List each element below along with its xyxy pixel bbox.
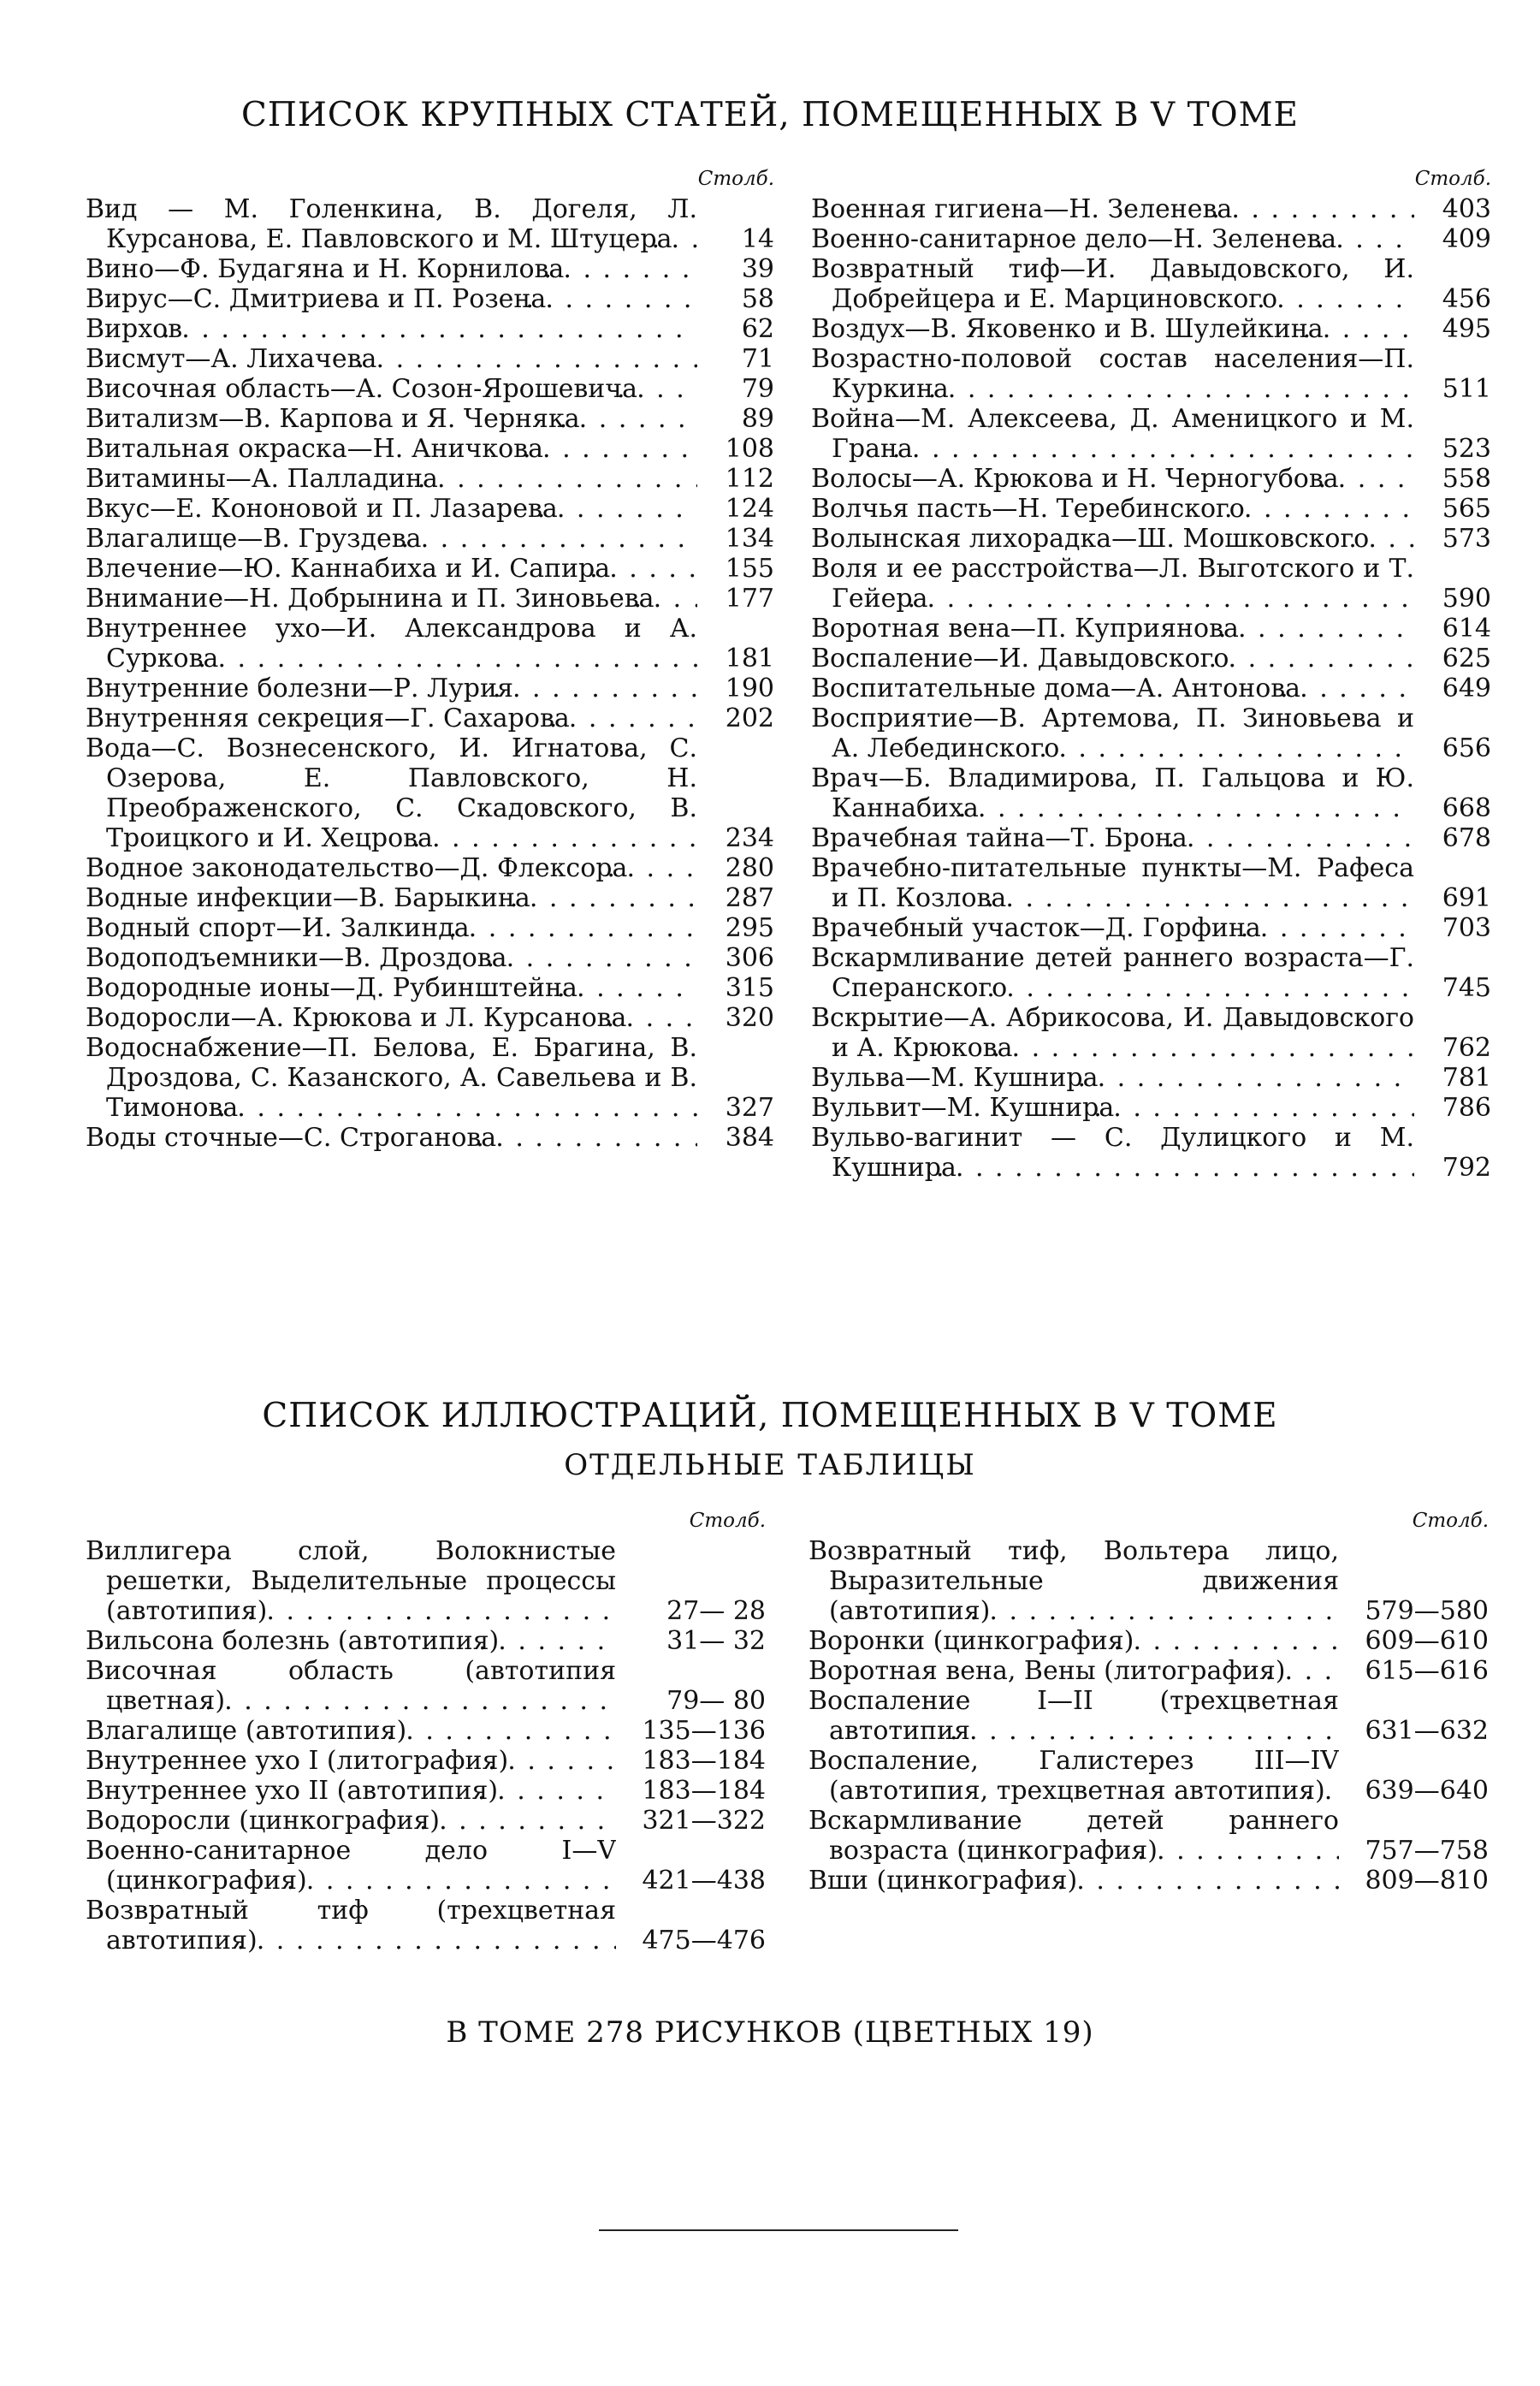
articles-right-column <box>811 164 1491 1183</box>
entry-title: Воздух—В. Яковенко и В. Шулейкина . . . <box>811 314 1414 344</box>
list-item <box>86 1746 766 1776</box>
entry-title: Воротная вена—П. Куприянова . . . <box>811 614 1414 644</box>
entry-title: Височная область—А. Созон-Ярошевича . . . <box>86 374 697 404</box>
column-number: 79 <box>741 374 774 404</box>
list-item <box>86 584 774 614</box>
column-number: 234 <box>725 823 774 853</box>
column-number: 511 <box>1442 374 1491 404</box>
list-item <box>811 314 1491 344</box>
column-number: 639—640 <box>1365 1776 1489 1806</box>
list-item <box>811 404 1491 464</box>
entry-title: Возвратный тиф—И. Давыдовского, И. Добрейцера и Е. Марциновского . . . <box>811 254 1414 314</box>
entry-title: Внутренние болезни—Р. Лурия . . . <box>86 674 697 703</box>
list-item <box>86 494 774 524</box>
column-number: 579—580 <box>1365 1596 1489 1626</box>
list-item <box>808 1626 1489 1656</box>
illustrations-subtitle: ОТДЕЛЬНЫЕ ТАБЛИЦЫ <box>564 1448 976 1482</box>
column-number: 79— 80 <box>666 1686 766 1716</box>
column-number: 183—184 <box>642 1776 766 1806</box>
entry-title: Вирус—С. Дмитриева и П. Розена . . . <box>86 284 697 314</box>
column-header: Столб. <box>1412 1510 1489 1532</box>
column-number: 781 <box>1442 1063 1491 1093</box>
list-item <box>811 554 1491 614</box>
list-item <box>811 1063 1491 1093</box>
column-number: 108 <box>725 434 774 464</box>
list-item <box>811 644 1491 674</box>
list-item <box>86 1123 774 1153</box>
list-item <box>808 1746 1489 1806</box>
column-number: 202 <box>725 703 774 733</box>
list-item <box>86 674 774 703</box>
entry-title: Внутреннее ухо—И. Александрова и А. Суркова . . . <box>86 614 697 674</box>
column-number: 421—438 <box>642 1866 766 1896</box>
entry-title: Волчья пасть—Н. Теребинского . . . <box>811 494 1414 524</box>
list-item <box>86 194 774 254</box>
column-number: 691 <box>1442 883 1491 913</box>
list-item <box>86 853 774 883</box>
entry-title: Возрастно-половой состав населения—П. Куркина . . . <box>811 344 1414 404</box>
entry-title: Воды сточные—С. Строганова . . . <box>86 1123 697 1153</box>
column-number: 615—616 <box>1365 1656 1489 1686</box>
column-number: 155 <box>725 554 774 584</box>
list-item <box>86 374 774 404</box>
column-number: 668 <box>1442 793 1491 823</box>
list-item <box>86 614 774 674</box>
list-item <box>86 1896 766 1956</box>
closing-rule <box>599 2229 958 2231</box>
column-number: 565 <box>1442 494 1491 524</box>
entry-title: Военная гигиена—Н. Зеленева . . . <box>811 194 1414 224</box>
entry-title: Вши (цинкография) . . . <box>808 1866 1339 1896</box>
column-number: 745 <box>1442 973 1491 1003</box>
list-item <box>811 943 1491 1003</box>
list-item <box>808 1866 1489 1896</box>
column-number: 190 <box>725 674 774 703</box>
column-number: 27— 28 <box>666 1596 766 1626</box>
column-number: 558 <box>1442 464 1491 494</box>
list-item <box>86 1836 766 1896</box>
list-item <box>811 194 1491 224</box>
list-item <box>811 674 1491 703</box>
column-number: 649 <box>1442 674 1491 703</box>
entry-title: Внутренняя секреция—Г. Сахарова . . . <box>86 703 697 733</box>
column-number: 14 <box>741 224 774 254</box>
column-number: 134 <box>725 524 774 554</box>
list-item <box>808 1656 1489 1686</box>
entry-title: Водоросли—А. Крюкова и Л. Курсанова . . . <box>86 1003 697 1033</box>
entry-title: Водоросли (цинкография) . . . <box>86 1806 616 1836</box>
entry-title: Воспаление, Галистерез III—IV (автотипия, трехцветная автотипия) . . . <box>808 1746 1339 1806</box>
column-header: Столб. <box>689 1510 766 1532</box>
column-header: Столб. <box>697 168 774 190</box>
column-number: 280 <box>725 853 774 883</box>
column-number: 409 <box>1442 224 1491 254</box>
list-item <box>86 464 774 494</box>
entry-title: Вкус—Е. Кононовой и П. Лазарева . . . <box>86 494 697 524</box>
column-number: 703 <box>1442 913 1491 943</box>
column-number: 809—810 <box>1365 1866 1489 1896</box>
list-item <box>86 883 774 913</box>
list-item <box>86 703 774 733</box>
column-number: 31— 32 <box>666 1626 766 1656</box>
entry-title: Возвратный тиф (трехцветная автотипия) . . . <box>86 1896 616 1956</box>
entry-title: Вульвит—М. Кушнира . . . <box>811 1093 1414 1123</box>
column-number: 614 <box>1442 614 1491 644</box>
list-item <box>811 254 1491 314</box>
entry-title: Вскармливание детей раннего возраста—Г. Сперанского . . . <box>811 943 1414 1003</box>
entry-title: Воронки (цинкография) . . . <box>808 1626 1339 1656</box>
entry-title: Врачебная тайна—Т. Брона . . . <box>811 823 1414 853</box>
list-item <box>86 733 774 853</box>
entry-title: Водоподъемники—В. Дроздова . . . <box>86 943 697 973</box>
entry-title: Вскрытие—А. Абрикосова, И. Давыдовского и А. Крюкова . . . <box>811 1003 1414 1063</box>
column-number: 523 <box>1442 434 1491 464</box>
entry-title: Война—М. Алексеева, Д. Аменицкого и М. Грана . . . <box>811 404 1414 464</box>
entry-title: Волосы—А. Крюкова и Н. Черногубова . . . <box>811 464 1414 494</box>
column-number: 181 <box>725 644 774 674</box>
entry-title: Военно-санитарное дело—Н. Зеленева . . . <box>811 224 1414 254</box>
entry-title: Вскармливание детей раннего возраста (цинкография) . . . <box>808 1806 1339 1866</box>
list-item <box>86 524 774 554</box>
list-item <box>86 1033 774 1123</box>
column-number: 786 <box>1442 1093 1491 1123</box>
illustrations-right-column <box>808 1506 1489 1896</box>
entry-title: Вино—Ф. Будагяна и Н. Корнилова . . . <box>86 254 697 284</box>
list-item <box>86 254 774 284</box>
entry-title: Водные инфекции—В. Барыкина . . . <box>86 883 697 913</box>
column-number: 403 <box>1442 194 1491 224</box>
column-number: 39 <box>741 254 774 284</box>
column-number: 573 <box>1442 524 1491 554</box>
list-item <box>86 554 774 584</box>
column-number: 475—476 <box>642 1926 766 1956</box>
list-item <box>811 494 1491 524</box>
column-number: 656 <box>1442 733 1491 763</box>
list-item <box>811 1093 1491 1123</box>
entry-title: Внутреннее ухо II (автотипия) . . . <box>86 1776 616 1806</box>
entry-title: Воспаление—И. Давыдовского . . . <box>811 644 1414 674</box>
list-item <box>86 1806 766 1836</box>
entry-title: Висмут—А. Лихачева . . . <box>86 344 697 374</box>
column-number: 495 <box>1442 314 1491 344</box>
figures-summary: В ТОМЕ 278 РИСУНКОВ (ЦВЕТНЫХ 19) <box>446 2015 1094 2050</box>
entry-title: Вильсона болезнь (автотипия) . . . <box>86 1626 616 1656</box>
entry-title: Воспитательные дома—А. Антонова . . . <box>811 674 1414 703</box>
list-item <box>86 404 774 434</box>
list-item <box>86 1776 766 1806</box>
entry-title: Возвратный тиф, Вольтера лицо, Выразительные движения (автотипия) . . . <box>808 1536 1339 1626</box>
list-item <box>811 224 1491 254</box>
list-item <box>86 1626 766 1656</box>
list-item <box>811 1003 1491 1063</box>
list-item <box>811 763 1491 823</box>
list-item <box>811 344 1491 404</box>
list-item <box>811 853 1491 913</box>
column-header: Столб. <box>1414 168 1491 190</box>
column-number: 609—610 <box>1365 1626 1489 1656</box>
list-item <box>811 1123 1491 1183</box>
column-number: 327 <box>725 1093 774 1123</box>
column-number: 62 <box>741 314 774 344</box>
entry-title: Внимание—Н. Добрынина и П. Зиновьева . . . <box>86 584 697 614</box>
list-item <box>808 1686 1489 1746</box>
entry-title: Воротная вена, Вены (литография) . . . <box>808 1656 1339 1686</box>
illustrations-left-column <box>86 1506 766 1956</box>
entry-title: Водородные ионы—Д. Рубинштейна . . . <box>86 973 697 1003</box>
column-number: 89 <box>741 404 774 434</box>
column-number: 177 <box>725 584 774 614</box>
entry-title: Вирхов . . . <box>86 314 697 344</box>
column-number: 757—758 <box>1365 1836 1489 1866</box>
column-number: 306 <box>725 943 774 973</box>
illustrations-title: СПИСОК ИЛЛЮСТРАЦИЙ, ПОМЕЩЕННЫХ В V ТОМЕ <box>262 1397 1278 1435</box>
entry-title: Влагалище—В. Груздева . . . <box>86 524 697 554</box>
entry-title: Военно-санитарное дело I—V (цинкография) . . . <box>86 1836 616 1896</box>
column-number: 58 <box>741 284 774 314</box>
entry-title: Врачебный участок—Д. Горфина . . . <box>811 913 1414 943</box>
list-item <box>86 434 774 464</box>
column-number: 631—632 <box>1365 1716 1489 1746</box>
list-item <box>86 1536 766 1626</box>
column-number: 71 <box>741 344 774 374</box>
column-number: 792 <box>1442 1153 1491 1183</box>
column-number: 112 <box>725 464 774 494</box>
list-item <box>811 464 1491 494</box>
list-item <box>811 703 1491 763</box>
entry-title: Влагалище (автотипия) . . . <box>86 1716 616 1746</box>
column-number: 625 <box>1442 644 1491 674</box>
entry-title: Вульво-вагинит — С. Дулицкого и М. Кушнира . . . <box>811 1123 1414 1183</box>
column-number: 678 <box>1442 823 1491 853</box>
column-number: 456 <box>1442 284 1491 314</box>
list-item <box>808 1536 1489 1626</box>
column-number: 183—184 <box>642 1746 766 1776</box>
column-number: 124 <box>725 494 774 524</box>
entry-title: Волынская лихорадка—Ш. Мошковского . . . <box>811 524 1414 554</box>
column-number: 590 <box>1442 584 1491 614</box>
entry-title: Врачебно-питательные пункты—М. Рафеса и П. Козлова . . . <box>811 853 1414 913</box>
column-number: 320 <box>725 1003 774 1033</box>
entry-title: Воля и ее расстройства—Л. Выготского и Т. Гейера . . . <box>811 554 1414 614</box>
entry-title: Виллигера слой, Волокнистые решетки, Выделительные процессы (автотипия) . . . <box>86 1536 616 1626</box>
column-number: 384 <box>725 1123 774 1153</box>
list-item <box>86 913 774 943</box>
entry-title: Водный спорт—И. Залкинда . . . <box>86 913 697 943</box>
list-item <box>86 314 774 344</box>
list-item <box>811 823 1491 853</box>
entry-title: Врач—Б. Владимирова, П. Гальцова и Ю. Каннабиха . . . <box>811 763 1414 823</box>
entry-title: Вид — М. Голенкина, В. Догеля, Л. Курсанова, Е. Павловского и М. Штуцера . . . <box>86 194 697 254</box>
list-item <box>86 1716 766 1746</box>
list-item <box>811 524 1491 554</box>
entry-title: Восприятие—В. Артемова, П. Зиновьева и А. Лебединского . . . <box>811 703 1414 763</box>
list-item <box>86 943 774 973</box>
entry-title: Вульва—М. Кушнира . . . <box>811 1063 1414 1093</box>
list-item <box>808 1806 1489 1866</box>
entry-title: Водное законодательство—Д. Флексора . . . <box>86 853 697 883</box>
entry-title: Внутреннее ухо I (литография) . . . <box>86 1746 616 1776</box>
entry-title: Водоснабжение—П. Белова, Е. Брагина, В. Дроздова, С. Казанского, А. Савельева и В. Тимонова . . . <box>86 1033 697 1123</box>
column-number: 287 <box>725 883 774 913</box>
entry-title: Витализм—В. Карпова и Я. Черняка . . . <box>86 404 697 434</box>
articles-left-column <box>86 164 774 1153</box>
column-number: 295 <box>725 913 774 943</box>
entry-title: Вода—С. Вознесенского, И. Игнатова, С. Озерова, Е. Павловского, Н. Преображенского, С. Скадовского, В. Троицкого и И. Хецрова . . . <box>86 733 697 853</box>
column-number: 321—322 <box>642 1806 766 1836</box>
entry-title: Витальная окраска—Н. Аничкова . . . <box>86 434 697 464</box>
list-item <box>811 913 1491 943</box>
column-number: 762 <box>1442 1033 1491 1063</box>
column-number: 315 <box>725 973 774 1003</box>
entry-title: Височная область (автотипия цветная) . . . <box>86 1656 616 1716</box>
entry-title: Влечение—Ю. Каннабиха и И. Сапира . . . <box>86 554 697 584</box>
list-item <box>86 973 774 1003</box>
entry-title: Воспаление I—II (трехцветная автотипия . . . <box>808 1686 1339 1746</box>
articles-title: СПИСОК КРУПНЫХ СТАТЕЙ, ПОМЕЩЕННЫХ В V ТОМЕ <box>240 96 1299 134</box>
list-item <box>86 1656 766 1716</box>
list-item <box>86 344 774 374</box>
list-item <box>811 614 1491 644</box>
list-item <box>86 284 774 314</box>
column-number: 135—136 <box>642 1716 766 1746</box>
list-item <box>86 1003 774 1033</box>
entry-title: Витамины—А. Палладина . . . <box>86 464 697 494</box>
